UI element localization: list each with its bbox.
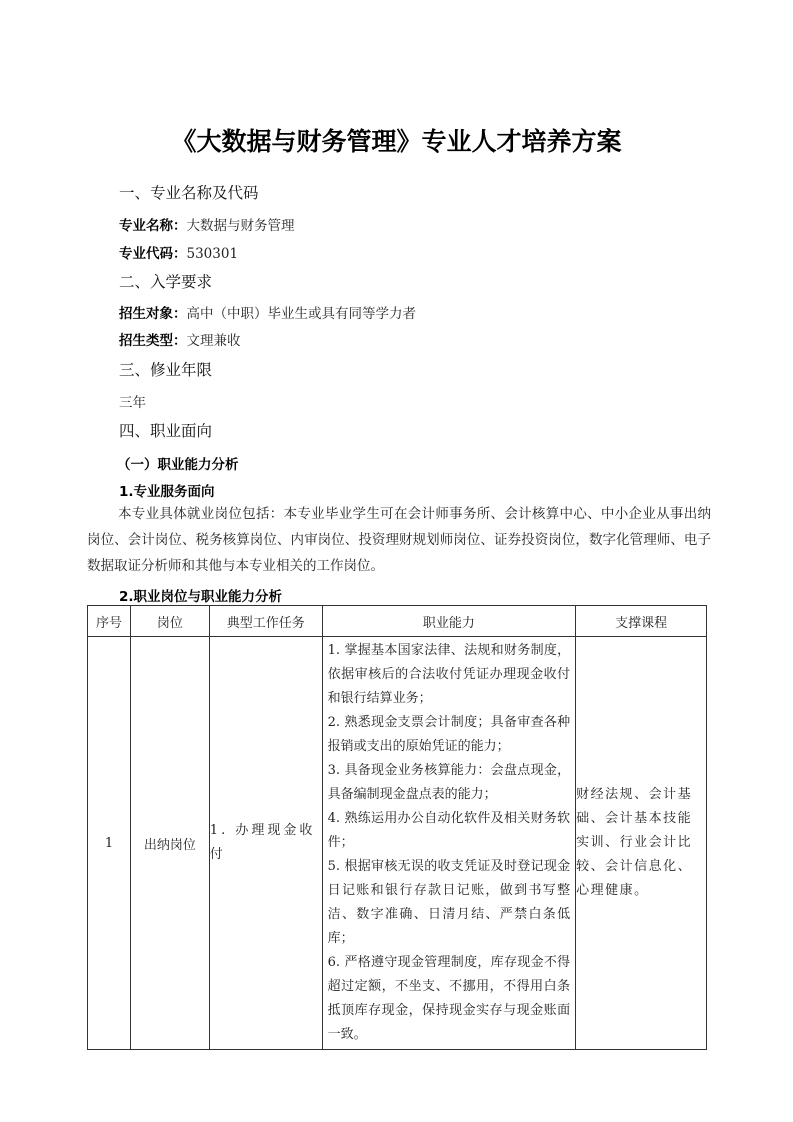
enrollment-type-value: 文理兼收 [186,333,241,349]
ability-item: 5. 根据审核无误的收支凭证及时登记现金日记账和银行存款日记账，做到书写整洁、数字准确、日清月结、严禁白条低库； [327,859,571,946]
header-task: 典型工作任务 [209,606,322,637]
enrollment-target-line [119,302,416,322]
major-name-value: 大数据与财务管理 [186,218,295,234]
employment-paragraph: 本专业具体就业岗位包括：本专业毕业学生可在会计师事务所、会计核算中心、中小企业从事出纳岗位、会计岗位、税务核算岗位、内审岗位、投资理财规划师岗位、证券投资岗位，数字化管理师、电子数据取证分析师和其他与本专业相关的工作岗位。 [87,506,711,574]
header-no: 序号 [88,606,131,637]
header-post: 岗位 [130,606,209,637]
enrollment-type-line [119,329,241,349]
table-header-row [88,606,707,637]
study-duration: 三年 [119,395,146,411]
table-row [88,637,707,1050]
ability-item: 2. 熟悉现金支票会计制度；具备审查各种报销或支出的原始凭证的能力； [327,715,571,754]
enrollment-target-value: 高中（中职）毕业生或具有同等学力者 [186,306,416,322]
post-ability-table [87,605,707,1050]
subsection-heading-post-ability: 2.职业岗位与职业能力分析 [119,589,283,605]
ability-item: 4. 熟练运用办公自动化软件及相关财务软件； [327,811,571,850]
major-name-line [119,214,295,234]
ability-item: 1. 掌握基本国家法律、法规和财务制度，依据审核后的合法收付凭证办理现金收付和银行结算业务； [327,643,571,706]
subsection-heading-ability-analysis: （一）职业能力分析 [117,457,239,473]
cell-abilities [322,637,576,1050]
section-heading-3: 三、修业年限 [119,361,213,379]
cell-courses: 财经法规、会计基础、会计基本技能实训、行业会计比较、会计信息化、心理健康。 [576,637,707,1050]
section-heading-4: 四、职业面向 [119,422,213,440]
major-name-label: 专业名称： [119,218,187,234]
cell-task: 1. 办理现金收付 [209,637,322,1050]
enrollment-target-label: 招生对象： [119,306,187,322]
document-title: 《大数据与财务管理》专业人才培养方案 [171,127,622,156]
cell-post: 出纳岗位 [130,637,209,1050]
header-courses: 支撑课程 [576,606,707,637]
subsection-heading-service-orientation: 1.专业服务面向 [119,484,215,500]
section-heading-2: 二、入学要求 [119,273,213,291]
major-code-value: 530301 [186,246,239,262]
ability-item: 6. 严格遵守现金管理制度，库存现金不得超过定额，不坐支、不挪用，不得用白条抵顶库存现金，保持现金实存与现金账面一致。 [327,955,571,1042]
major-code-line [119,242,238,262]
section-heading-1: 一、专业名称及代码 [119,184,259,202]
header-ability: 职业能力 [322,606,576,637]
cell-no: 1 [88,637,131,1050]
enrollment-type-label: 招生类型： [119,333,187,349]
ability-item: 3. 具备现金业务核算能力：会盘点现金，具备编制现金盘点表的能力； [327,763,571,802]
major-code-label: 专业代码： [119,246,187,262]
